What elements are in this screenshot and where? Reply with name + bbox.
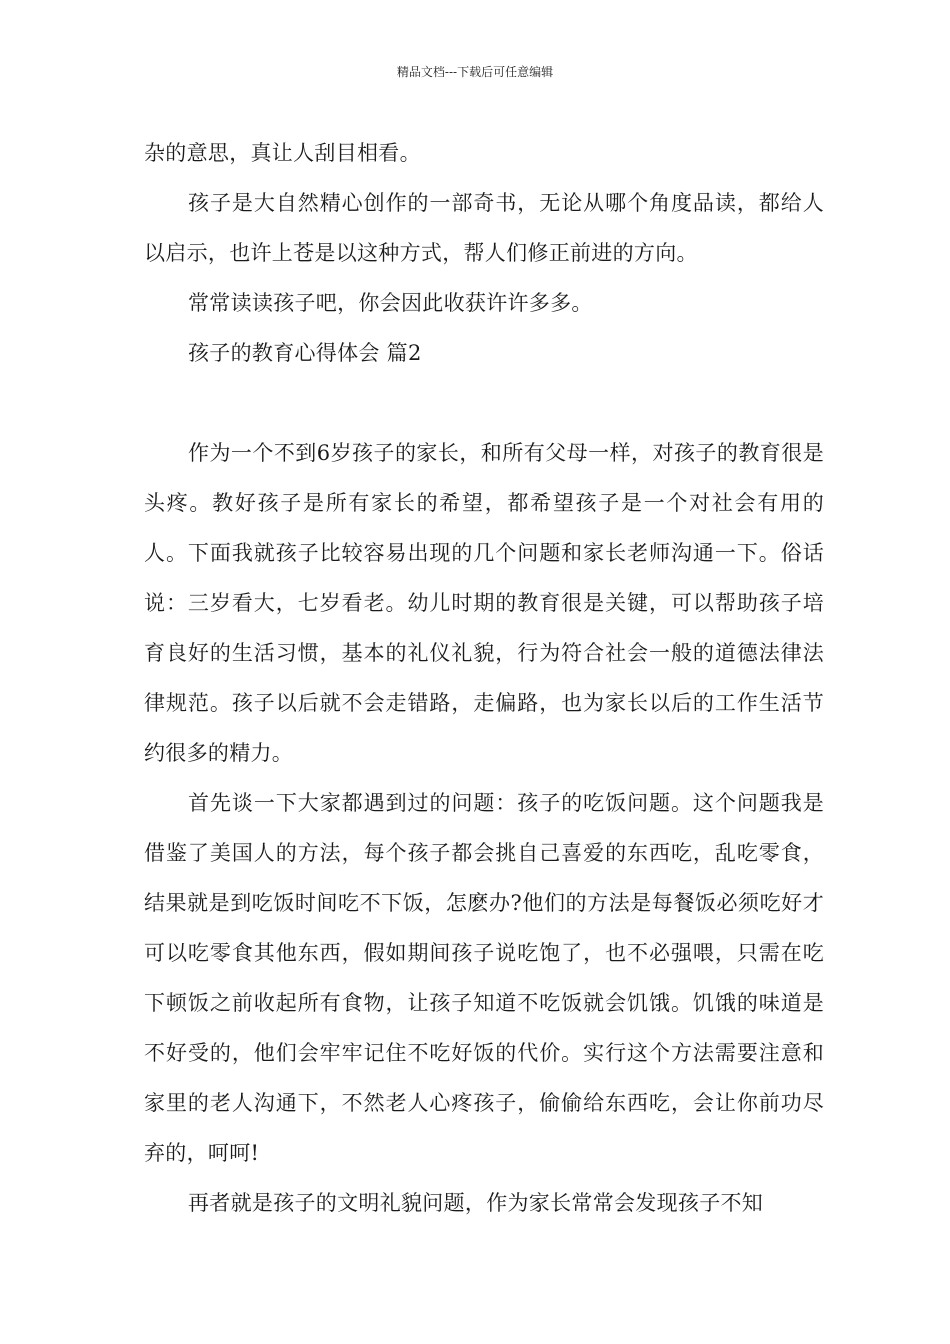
paragraph-book-metaphor: 孩子是大自然精心创作的一部奇书，无论从哪个角度品读，都给人以启示，也许上苍是以这种方式，帮人们修正前进的方向。: [144, 191, 824, 265]
section-heading: 孩子的教育心得体会 篇2: [188, 341, 422, 365]
paragraph-eating: 首先谈一下大家都遇到过的问题：孩子的吃饭问题。这个问题我是借鉴了美国人的方法，每个孩子都会挑自己喜爱的东西吃，乱吃零食，结果就是到吃饭时间吃不下饭，怎麽办?他们的方法是每餐饭必须吃好才可以吃零食其他东西，假如期间孩子说吃饱了，也不必强喂，只需在吃下顿饭之前收起所有食物，让孩子知道不吃饭就会饥饿。饥饿的味道是不好受的，他们会牢牢记住不吃好饭的代价。实行这个方法需要注意和家里的老人沟通下，不然老人心疼孩子，偷偷给东西吃，会让你前功尽弃的，呵呵!: [144, 791, 824, 1165]
blank-line: [144, 378, 824, 428]
document-body: [144, 128, 824, 1228]
paragraph-intro: 作为一个不到6岁孩子的家长，和所有父母一样，对孩子的教育很是头疼。教好孩子是所有家长的希望，都希望孩子是一个对社会有用的人。下面我就孩子比较容易出现的几个问题和家长老师沟通一下。俗话说：三岁看大，七岁看老。幼儿时期的教育很是关键，可以帮助孩子培育良好的生活习惯，基本的礼仪礼貌，行为符合社会一般的道德法律法律规范。孩子以后就不会走错路，走偏路，也为家长以后的工作生活节约很多的精力。: [144, 441, 824, 765]
paragraph-continuation: 杂的意思，真让人刮目相看。: [144, 141, 421, 165]
page-header: 精品文档---下载后可任意编辑: [396, 65, 554, 79]
paragraph-read-children: 常常读读孩子吧，你会因此收获许许多多。: [188, 291, 593, 315]
paragraph-manners: 再者就是孩子的文明礼貌问题，作为家长常常会发现孩子不知: [188, 1191, 764, 1215]
